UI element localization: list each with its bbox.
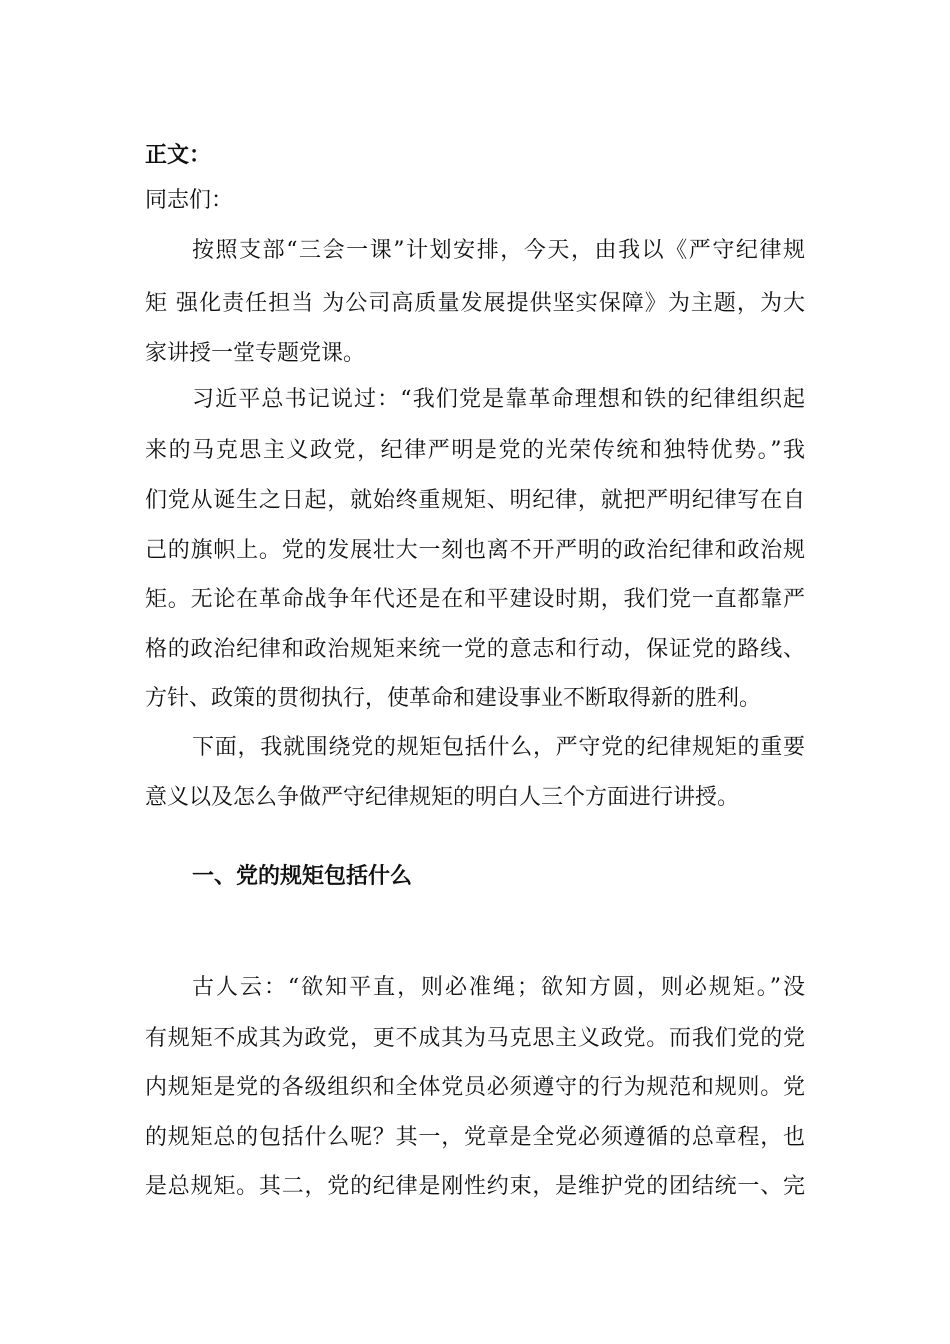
paragraph-line: 下面，我就围绕党的规矩包括什么，严守党的纪律规矩的重要	[192, 735, 805, 760]
paragraph-line: 家讲授一堂专题党课。	[145, 341, 366, 366]
paragraph-line: 来的马克思主义政党，纪律严明是党的光荣传统和独特优势。”我	[145, 438, 805, 463]
paragraph-line: 的规矩总的包括什么呢？其一，党章是全党必须遵循的总章程，也	[145, 1125, 805, 1150]
paragraph-line: 意义以及怎么争做严守纪律规矩的明白人三个方面进行讲授。	[145, 785, 740, 810]
paragraph-line: 矩 强化责任担当 为公司高质量发展提供坚实保障》为主题，为大	[145, 291, 805, 316]
paragraph-line: 内规矩是党的各级组织和全体党员必须遵守的行为规范和规则。党	[145, 1075, 805, 1100]
paragraph-line: 己的旗帜上。党的发展壮大一刻也离不开严明的政治纪律和政治规	[145, 538, 805, 563]
paragraph-line: 方针、政策的贯彻执行，使革命和建设事业不断取得新的胜利。	[145, 686, 762, 711]
paragraph-line: 是总规矩。其二，党的纪律是刚性约束，是维护党的团结统一、完	[145, 1174, 805, 1199]
paragraph-line: 格的政治纪律和政治规矩来统一党的意志和行动，保证党的路线、	[145, 637, 805, 662]
paragraph-line: 习近平总书记说过：“我们党是靠革命理想和铁的纪律组织起	[192, 387, 805, 412]
paragraph-line: 按照支部“三会一课”计划安排，今天，由我以《严守纪律规	[192, 238, 805, 263]
section-heading: 一、党的规矩包括什么	[192, 863, 413, 889]
paragraph-line: 古人云：“欲知平直，则必准绳；欲知方圆，则必规矩。”没	[192, 975, 805, 1000]
paragraph-line: 有规矩不成其为政党，更不成其为马克思主义政党。而我们党的党	[145, 1026, 805, 1051]
paragraph-line: 矩。无论在革命战争年代还是在和平建设时期，我们党一直都靠严	[145, 587, 805, 612]
paragraph-line: 们党从诞生之日起，就始终重规矩、明纪律，就把严明纪律写在自	[145, 488, 805, 513]
salutation: 同志们：	[145, 188, 234, 213]
body-label: 正文：	[145, 142, 212, 168]
